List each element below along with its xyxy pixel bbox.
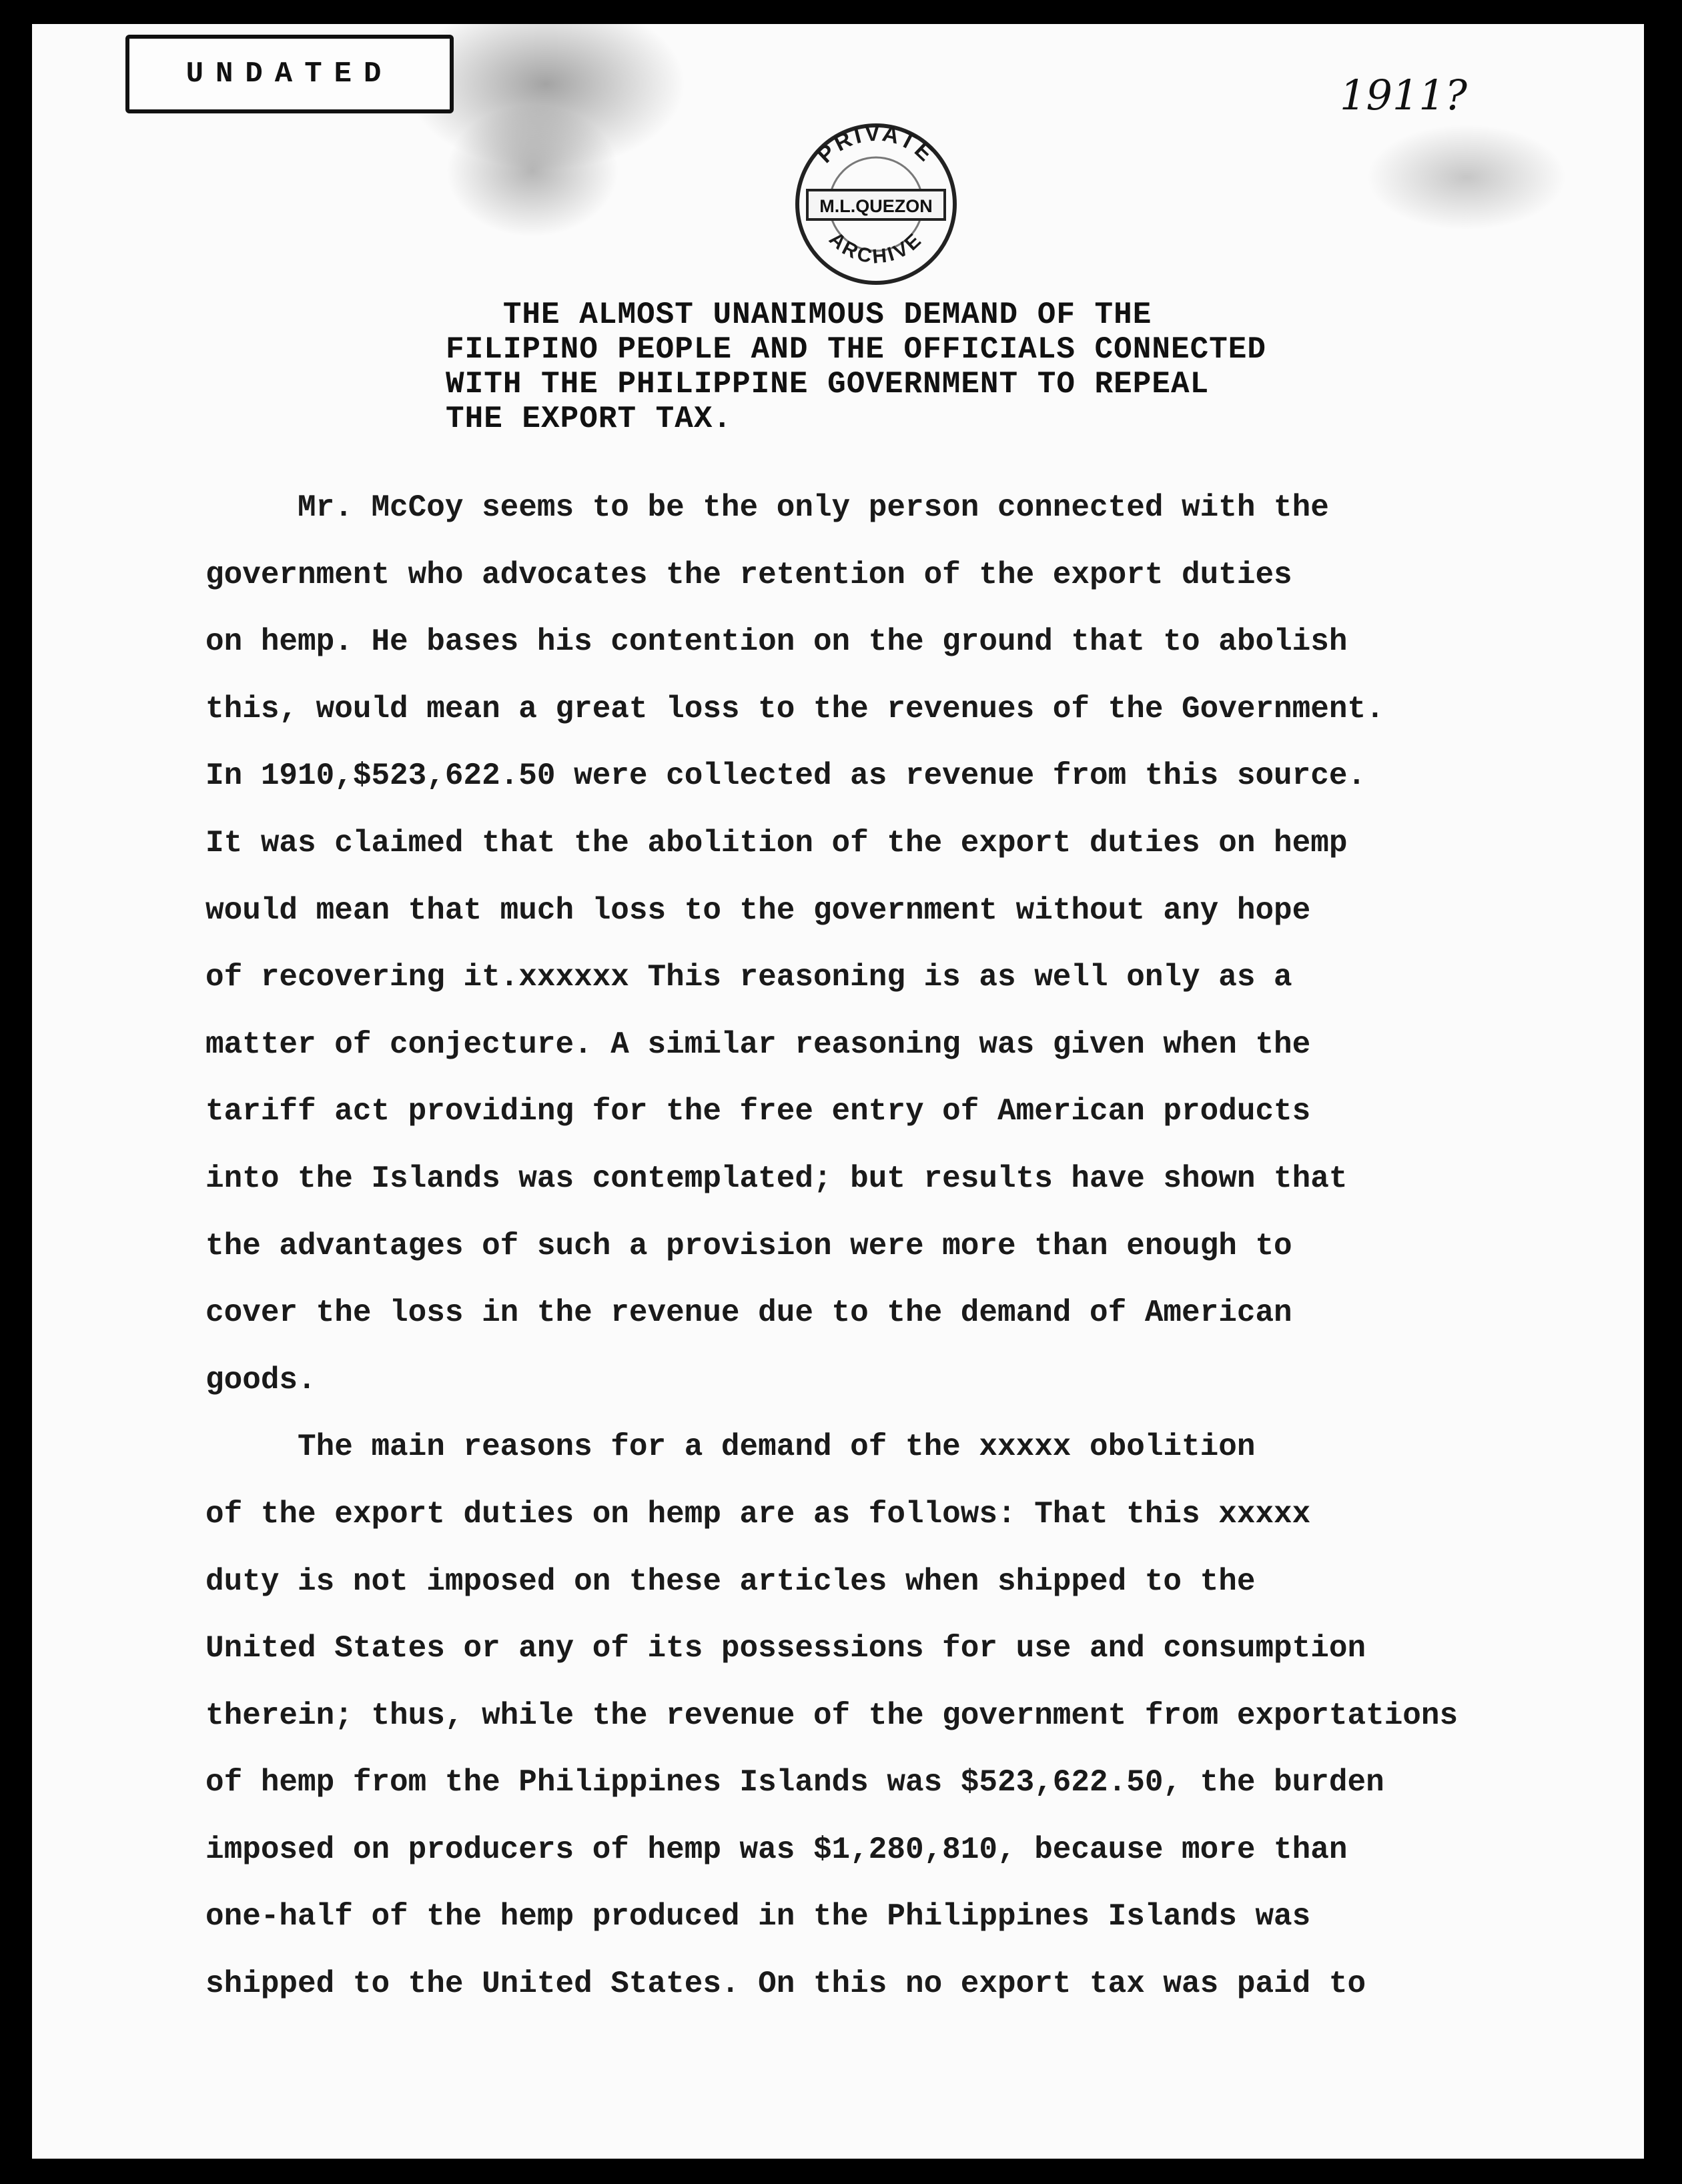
text-line: goods. xyxy=(205,1362,316,1398)
text-line: therein; thus, while the revenue of the government from exportations xyxy=(205,1698,1458,1733)
private-archive-stamp xyxy=(793,121,959,288)
title-line: THE ALMOST UNANIMOUS DEMAND OF THE xyxy=(446,298,1152,332)
text-line: the advantages of such a provision were more than enough to xyxy=(205,1228,1292,1263)
text-line: on hemp. He bases his contention on the ground that to abolish xyxy=(205,624,1348,660)
title-line: WITH THE PHILIPPINE GOVERNMENT TO REPEAL xyxy=(446,367,1210,402)
text-line: In 1910,$523,622.50 were collected as revenue from this source. xyxy=(205,758,1366,794)
svg-text:ARCHIVE xyxy=(825,228,927,268)
title-line: THE EXPORT TAX. xyxy=(446,402,733,436)
text-line: tariff act providing for the free entry of American products xyxy=(205,1094,1311,1129)
undated-label: UNDATED xyxy=(125,35,454,113)
text-line: of recovering it.xxxxxx This reasoning is as well only as a xyxy=(205,960,1292,995)
text-line: of the export duties on hemp are as follows: That this xxxxx xyxy=(205,1496,1311,1532)
paragraph-2 xyxy=(205,1414,1458,2017)
document-body xyxy=(205,474,1458,2018)
stamp-center-text: M.L.QUEZON xyxy=(819,196,933,216)
text-line: duty is not imposed on these articles when shipped to the xyxy=(205,1564,1256,1599)
document-page xyxy=(32,24,1644,2159)
handwritten-year-note: 1911? xyxy=(1340,71,1468,119)
text-line: The main reasons for a demand of the xxxxx obolition xyxy=(205,1430,1256,1465)
document-title xyxy=(446,298,1266,436)
text-line: shipped to the United States. On this no export tax was paid to xyxy=(205,1967,1366,2002)
text-line: this, would mean a great loss to the revenues of the Government. xyxy=(205,691,1384,726)
stamp-top-text: PRIVATE xyxy=(812,121,940,168)
title-line: FILIPINO PEOPLE AND THE OFFICIALS CONNECTED xyxy=(446,332,1266,367)
text-line: United States or any of its possessions for use and consumption xyxy=(205,1631,1366,1666)
ink-smudge xyxy=(446,104,619,237)
text-line: into the Islands was contemplated; but results have shown that xyxy=(205,1161,1348,1196)
text-line: It was claimed that the abolition of the export duties on hemp xyxy=(205,825,1348,861)
text-line: Mr. McCoy seems to be the only person connected with the xyxy=(205,490,1329,525)
ink-smudge xyxy=(1366,124,1567,231)
svg-text:PRIVATE xyxy=(812,121,939,168)
text-line: of hemp from the Philippines Islands was $523,622.50, the burden xyxy=(205,1765,1384,1800)
text-line: one-half of the hemp produced in the Philippines Islands was xyxy=(205,1899,1311,1935)
text-line: government who advocates the retention of the export duties xyxy=(205,557,1292,592)
text-line: imposed on producers of hemp was $1,280,810, because more than xyxy=(205,1832,1348,1867)
stamp-bottom-text: ARCHIVE xyxy=(825,227,927,268)
text-line: matter of conjecture. A similar reasoning was given when the xyxy=(205,1027,1311,1062)
text-line: would mean that much loss to the government without any hope xyxy=(205,893,1311,928)
paragraph-1 xyxy=(205,474,1458,1414)
text-line: cover the loss in the revenue due to the demand of American xyxy=(205,1295,1292,1331)
